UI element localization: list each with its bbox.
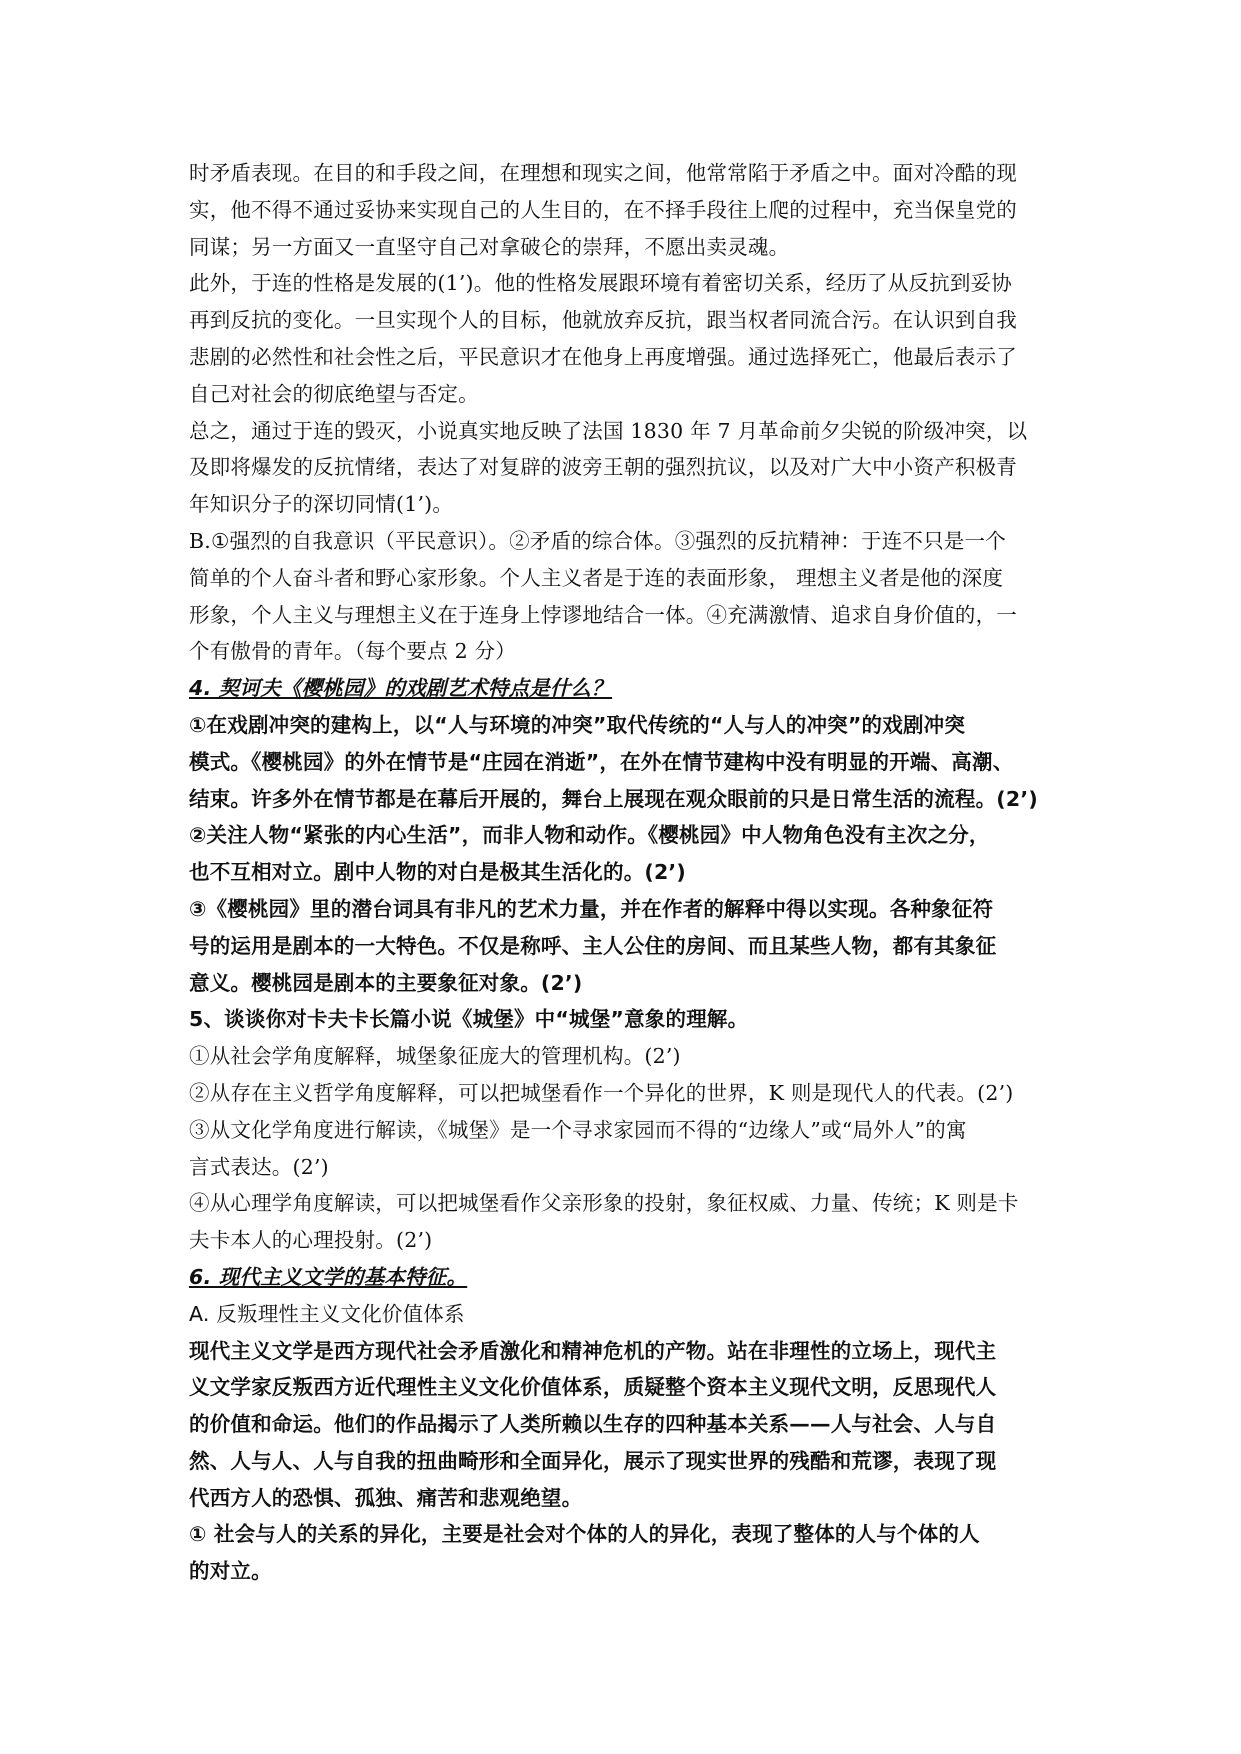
answer-line: ②从存在主义哲学角度解释，可以把城堡看作一个异化的世界，K 则是现代人的代表。(2’)	[189, 1080, 1014, 1105]
text-line: B.①强烈的自我意识（平民意识）。②矛盾的综合体。③强烈的反抗精神：于连不只是一个	[189, 528, 1006, 553]
text-line: 自己对社会的彻底绝望与否定。	[189, 381, 479, 406]
answer-line: 义文学家反叛西方近代理性主义文化价值体系，质疑整个资本主义现代文明，反思现代人	[189, 1375, 997, 1400]
question-4	[189, 670, 1059, 1001]
answer-line: 然、人与人、人与自我的扭曲畸形和全面异化，展示了现实世界的残酷和荒谬，表现了现	[189, 1448, 997, 1473]
paragraph-contradiction	[189, 155, 1059, 265]
answer-line: 也不互相对立。剧中人物的对白是极其生活化的。(2’)	[189, 860, 686, 885]
answer-line: 言式表达。(2’)	[189, 1154, 329, 1179]
answer-line: ① 社会与人的关系的异化，主要是社会对个体的人的异化，表现了整体的人与个体的人	[189, 1522, 980, 1547]
answer-line: 结束。许多外在情节都是在幕后开展的，舞台上展现在观众眼前的只是日常生活的流程。(2’)	[189, 786, 1038, 811]
answer-line: 意义。樱桃园是剧本的主要象征对象。(2’)	[189, 970, 583, 995]
section-subheading: A. 反叛理性主义文化价值体系	[189, 1301, 465, 1326]
text-line: 总之，通过于连的毁灭，小说真实地反映了法国 1830 年 7 月革命前夕尖锐的阶级冲突，以	[189, 418, 1028, 443]
answer-line: 现代主义文学是西方现代社会矛盾激化和精神危机的产物。站在非理性的立场上，现代主	[189, 1338, 997, 1363]
question-heading: 4. 契诃夫《樱桃园》的戏剧艺术特点是什么？	[189, 676, 613, 701]
answer-line: 模式。《樱桃园》的外在情节是“庄园在消逝”，在外在情节建构中没有明显的开端、高潮、	[189, 749, 1014, 774]
answer-line: ③《樱桃园》里的潜台词具有非凡的艺术力量，并在作者的解释中得以实现。各种象征符	[189, 896, 994, 921]
answer-line: ①从社会学角度解释，城堡象征庞大的管理机构。(2’)	[189, 1044, 681, 1069]
text-line: 时矛盾表现。在目的和手段之间，在理想和现实之间，他常常陷于矛盾之中。面对冷酷的现	[189, 161, 1017, 185]
paragraph-summary	[189, 413, 1059, 523]
answer-line: ③从文化学角度进行解读，《城堡》是一个寻求家园而不得的“边缘人”或“局外人”的寓	[189, 1117, 967, 1142]
answer-line: ④从心理学角度解读，可以把城堡看作父亲形象的投射，象征权威、力量、传统；K 则是卡	[189, 1191, 1019, 1216]
text-line: 及即将爆发的反抗情绪，表达了对复辟的波旁王朝的强烈抗议，以及对广大中小资产积极青	[189, 455, 1017, 480]
answer-line: 号的运用是剧本的一大特色。不仅是称呼、主人公住的房间、而且某些人物，都有其象征	[189, 933, 997, 958]
paragraph-answer-b	[189, 523, 1059, 670]
answer-line: 的对立。	[189, 1559, 272, 1584]
question-5	[189, 1001, 1059, 1259]
question-heading: 6. 现代主义文学的基本特征。	[189, 1264, 468, 1289]
text-line: 形象，个人主义与理想主义在于连身上悖谬地结合一体。④充满激情、追求自身价值的，一	[189, 602, 1017, 627]
text-line: 实，他不得不通过妥协来实现自己的人生目的，在不择手段往上爬的过程中，充当保皇党的	[189, 197, 1017, 222]
text-line: 个有傲骨的青年。（每个要点 2 分）	[189, 639, 516, 664]
text-line: 悲剧的必然性和社会性之后，平民意识才在他身上再度增强。通过选择死亡，他最后表示了	[189, 344, 1017, 369]
answer-line: ②关注人物“紧张的内心生活”，而非人物和动作。《樱桃园》中人物角色没有主次之分，	[189, 823, 990, 848]
page-body	[189, 155, 1059, 1590]
answer-line: 代西方人的恐惧、孤独、痛苦和悲观绝望。	[189, 1485, 583, 1510]
answer-line: 的价值和命运。他们的作品揭示了人类所赖以生存的四种基本关系——人与社会、人与自	[189, 1412, 997, 1437]
answer-line: 夫卡本人的心理投射。(2’)	[189, 1228, 433, 1253]
text-line: 此外，于连的性格是发展的(1’)。他的性格发展跟环境有着密切关系，经历了从反抗到妥协	[189, 271, 1012, 296]
paragraph-development	[189, 265, 1059, 412]
question-6	[189, 1259, 1059, 1590]
text-line: 简单的个人奋斗者和野心家形象。个人主义者是于连的表面形象， 理想主义者是他的深度	[189, 565, 1004, 590]
answer-line: ①在戏剧冲突的建构上，以“人与环境的冲突”取代传统的“人与人的冲突”的戏剧冲突	[189, 712, 966, 737]
question-heading: 5、谈谈你对卡夫卡长篇小说《城堡》中“城堡”意象的理解。	[189, 1007, 749, 1032]
text-line: 再到反抗的变化。一旦实现个人的目标，他就放弃反抗，跟当权者同流合污。在认识到自我	[189, 308, 1017, 333]
text-line: 同谋；另一方面又一直坚守自己对拿破仑的崇拜，不愿出卖灵魂。	[189, 234, 790, 259]
text-line: 年知识分子的深切同情(1’)。	[189, 492, 454, 517]
